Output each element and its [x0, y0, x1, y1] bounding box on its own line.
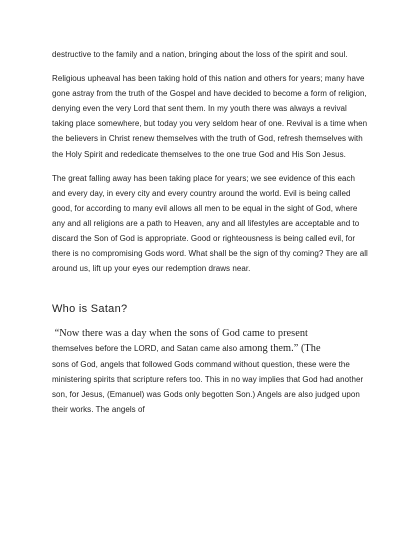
- scripture-quote-line: “Now there was a day when the sons of God came to present: [52, 328, 308, 340]
- paragraph-scripture-quote: [52, 326, 368, 417]
- scripture-quote-end: among them.” (The: [239, 343, 321, 355]
- paragraph-family-loss: destructive to the family and a nation, bringing about the loss of the spirit and soul.: [52, 50, 348, 59]
- paragraph-great-falling-away: The great falling away has been taking place for years; we see evidence of this each and every day, in every city and every country around the world. Evil is being called good, for according to many evil allows all men to be equal in the sight of God, where any and all religions are a path to Heaven, any and all lifestyles are acceptable and to discard the Son of God is appropriate. Good or righteousness is being called evil, for there is no compromising Gods word. What shall be the sign of thy coming? They are all around us, lift up your eyes our redemption draws near.: [52, 173, 368, 274]
- section-heading: Who is Satan?: [52, 303, 128, 316]
- angels-explanation-text: sons of God, angels that followed Gods command without question, these were the ministering spirits that scripture refers too. This in no way implies that God had another son, for Jesus, (Emanuel) was Gods only begotten Son.) Angels are also judged upon their works. The angels of: [52, 359, 364, 414]
- paragraph-religious-upheaval: Religious upheaval has been taking hold of this nation and others for years; many have gone astray from the truth of the Gospel and have decided to become a form of religion, denying even the very Lord that sent them. In my youth there was always a revival taking place somewhere, but today you very seldom hear of one. Revival is a time when the believers in Christ renew themselves with the truth of God, refresh themselves with the Holy Spirit and rededicate themselves to the one true God and His Son Jesus.: [52, 74, 368, 159]
- quote-continuation-text: themselves before the LORD, and Satan came also: [52, 344, 240, 354]
